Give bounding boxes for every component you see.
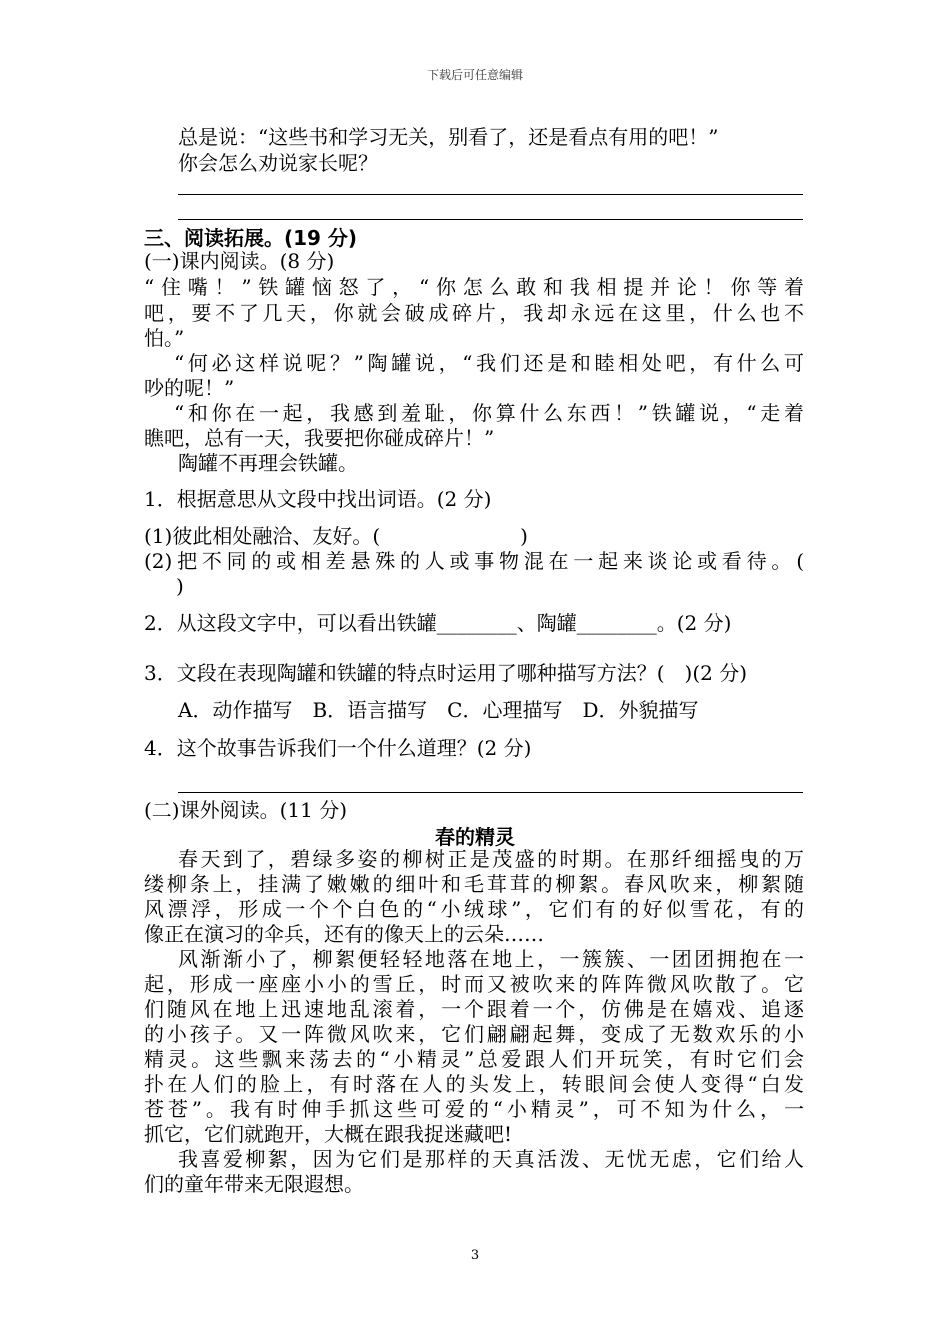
header-note: 下载后可任意编辑: [426, 68, 523, 82]
page-number: 3: [470, 1248, 480, 1263]
article-line-5: 风渐渐小了，柳絮便轻轻地落在地上，一簇簇、一团团拥抱在一: [178, 947, 804, 971]
article-line-14: 们的童年带来无限遐想。: [144, 1172, 364, 1196]
question-3: 3．文段在表现陶罐和铁罐的特点时运用了哪种描写方法？( )(2 分): [144, 661, 748, 685]
passage-line-2: 吧，要不了几天，你就会破成碎片，我却永远在这里，什么也不: [144, 301, 804, 325]
question-1-b-line-1: (2)把不同的或相差悬殊的人或事物混在一起来谈论或看待。(: [144, 549, 804, 573]
article-line-12: 抓它，它们就跑开，大概在跟我捉迷藏吧!: [144, 1122, 513, 1146]
question-3-options: A．动作描写 B．语言描写 C．心理描写 D．外貌描写: [178, 698, 699, 722]
question-1-a: (1)彼此相处融洽、友好。( ): [144, 524, 528, 548]
article-line-1: 春天到了，碧绿多姿的柳树正是茂盛的时期。在那纤细摇曳的万: [178, 847, 804, 871]
question-2: 2．从这段文字中，可以看出铁罐________、陶罐________。(2 分): [144, 611, 732, 635]
passage-line-6: “和你在一起，我感到羞耻，你算什么东西！”铁罐说，“走着: [174, 401, 804, 425]
section-title: 三、阅读拓展。(19 分): [144, 226, 358, 250]
passage-line-7: 瞧吧，总有一天，我要把你碰成碎片！”: [144, 426, 495, 450]
question-1: 1．根据意思从文段中找出词语。(2 分): [144, 487, 492, 511]
article-line-10: 扑在人们的脸上，有时落在人的头发上，转眼间会使人变得“白发: [144, 1072, 804, 1096]
passage-line-4: “何必这样说呢？”陶罐说，“我们还是和睦相处吧，有什么可: [174, 351, 804, 375]
article-line-7: 们随风在地上迅速地乱滚着，一个跟着一个，仿佛是在嬉戏、追逐: [144, 997, 804, 1021]
article-line-3: 风漂浮，形成一个个白色的“小绒球”，它们有的好似雪花，有的: [144, 897, 804, 921]
part-one-title: (一)课内阅读。(8 分): [144, 249, 335, 273]
passage-line-3: 怕。”: [144, 326, 185, 350]
answer-line-1: [178, 194, 803, 195]
part-two-title: (二)课外阅读。(11 分): [144, 798, 348, 822]
answer-line-2: [178, 219, 803, 220]
answer-line-3: [178, 792, 803, 793]
article-title: 春的精灵: [435, 825, 515, 849]
article-line-6: 起，形成一座座小小的雪丘，时而又被吹来的阵阵微风吹散了。它: [144, 972, 804, 996]
passage-line-1: “住嘴！”铁罐恼怒了，“你怎么敢和我相提并论！你等着: [144, 275, 804, 299]
article-line-9: 精灵。这些飘来荡去的“小精灵”总爱跟人们开玩笑，有时它们会: [144, 1047, 804, 1071]
article-line-8: 的小孩子。又一阵微风吹来，它们翩翩起舞，变成了无数欢乐的小: [144, 1022, 804, 1046]
question-1-b-line-2: ): [176, 574, 184, 598]
passage-line-8: 陶罐不再理会铁罐。: [178, 451, 358, 475]
top-question-line-2: 你会怎么劝说家长呢？: [178, 151, 378, 175]
article-line-4: 像正在演习的伞兵，还有的像天上的云朵……: [144, 922, 544, 946]
article-line-2: 缕柳条上，挂满了嫩嫩的细叶和毛茸茸的柳絮。春风吹来，柳絮随: [144, 872, 804, 896]
passage-line-5: 吵的呢！”: [144, 376, 235, 400]
top-question-line-1: 总是说：“这些书和学习无关，别看了，还是看点有用的吧！”: [178, 125, 719, 149]
article-line-11: 苍苍”。我有时伸手抓这些可爱的“小精灵”，可不知为什么，一: [144, 1097, 804, 1121]
article-line-13: 我喜爱柳絮，因为它们是那样的天真活泼、无忧无虑，它们给人: [178, 1147, 804, 1171]
question-4: 4．这个故事告诉我们一个什么道理？(2 分): [144, 736, 532, 760]
